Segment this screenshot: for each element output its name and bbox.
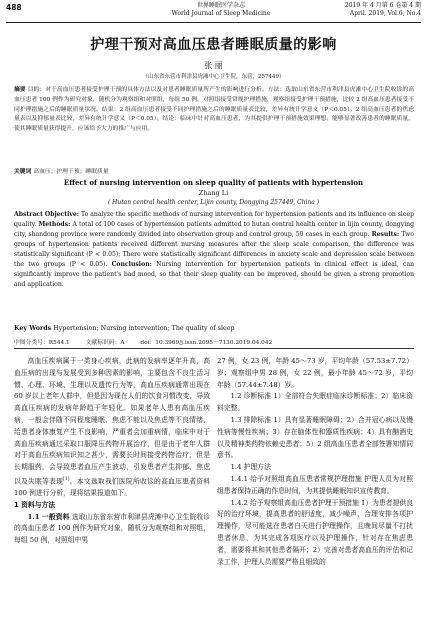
keywords-cn-text: 高血压；护理干预；睡眠质量: [33, 169, 109, 175]
citation-1: [1]: [63, 476, 70, 482]
control-care-paragraph: 1.4.1 给予对照组高血压患者常规护理措施 护理人员为对照组患者保持正确的作息时间，为其提供睡眠知识宣传教育。: [217, 474, 413, 495]
running-header: [6, 2, 421, 23]
results-label: Results:: [371, 231, 400, 238]
objective-text: To analyze the specific methods of nursing intervention for hypertension patients and its influence on sleep quality.: [14, 211, 414, 228]
clc-number: 中图分类号：R544.1: [14, 340, 70, 346]
keywords-en-text: Hypertension; Nursing intervention; The quality of sleep: [53, 325, 235, 332]
results-text: Two groups of hypertension patients received different nursing measures after the sleep scale comparison, the difference was statistically significant (P < 0.05); There were statistically significant differences in anxiety scale and depression scale between the two groups (P < 0.05).: [14, 231, 415, 268]
affiliation: （山东省东营市利津县虎滩中心卫生院，东营，257449）: [142, 74, 285, 80]
abstract-en: [14, 210, 414, 290]
journal-name: [156, 2, 286, 18]
issue-date-cn: 2019 年 4 月第 6 卷第 4 期: [344, 2, 421, 9]
keywords-en-label: Key Words: [14, 325, 52, 332]
abstract-cn-label: 摘要: [14, 87, 26, 93]
document-code: 文献标识码：A: [85, 340, 125, 346]
intro-paragraph: [14, 356, 210, 500]
author: 张 丽: [204, 61, 223, 70]
english-author: Zhang Li: [198, 189, 229, 197]
english-affiliation: ( Hutan central health center, Lijin county, Dongying 257449, China ): [107, 199, 320, 206]
section-heading-materials: 1 资料与方法: [14, 500, 56, 509]
keywords-cn-label: 关键词: [14, 169, 32, 175]
general-data-label: 1.1 一般资料: [27, 512, 70, 521]
diagnostic-criteria-paragraph: 1.2 诊断标准 1）全部符合失眠症临床诊断标准；2）临床资料完整。: [217, 392, 413, 413]
doi: doi：10.3969/j.issn.2095－7130.2019.04.042: [140, 340, 273, 346]
journal-name-cn: 世界睡眠医学杂志: [196, 2, 245, 9]
abstract-en-label: Abstract: [14, 211, 43, 218]
body-column-right: [217, 356, 413, 568]
general-data-text: 选取山东省东营市利津县虎滩中心卫生院收诊的高血压患者 100 例作为研究对象，随机分为观察组和对照组，每组 50 例，对照组中男: [14, 512, 210, 545]
abstract-cn-text: 目的：对于高血压患者接受护理干预的具体方法以及对患者睡眠质量所产生的影响进行分析。方法：选取山东省东营市利津县虎滩中心卫生院收诊的高血压患者 100 例作为研究对象，随机分为观察组和对照组，每组 50 例，对照组接受常规护理措施，观察组接受护理干预措施，比较 2 组高血压患者接受不同护理措施之后的睡眠质量状况。结果：2 组高血压患者接受不同护理措施之后的睡眠质量表比较，差异有统计学意义（P＜0.05）；2 组高血压患者的焦虑量表以及抑郁量表比较，差异有统计学意义（P＜0.05）。结论：临床中针对高血压患者，为其提供护理干预措施效果理想，能够显著改善患者的睡眠质量，使其睡眠质量获得提升，应该给予大力的推广与应用。: [14, 87, 414, 133]
english-title: Effect of nursing intervention on sleep quality of patients with hypertension: [63, 178, 364, 187]
objective-label: Objective:: [44, 211, 80, 218]
conclusion-label: Conclusion:: [111, 261, 152, 268]
nursing-methods-heading: 1.4 护理方法: [230, 463, 271, 472]
intro-text-tail: 。本文选取我们医院所收诊的高血压患者资料 100 例进行分析，现将结果报道如下。: [14, 477, 211, 498]
keywords-en: [14, 325, 414, 332]
issue-date-en: April. 2019, Vol.6, No.4: [349, 10, 421, 17]
intro-text: 高血压疾病属于一类身心疾病，此病的发病率逐年升高，高血压病的出现与发展受到多种因素的影响，主要包含不良生活习惯、心理、环境、生理以及遗传行为等，高血压疾病通常出现在 60 岁以上老年人群中，但是因为现在人们的饮食习惯改变，导致高血压疾病的发病年龄趋于年轻化。如果老年人患有高血压疾病，一般会伴随不同程度睡眠、焦虑不能以及焦虑等不良情绪，给患者身体康复产生不良影响，严重者会加重病情，临床中对于高血压疾病通过采取口服降压药物开展治疗，但是由于老年人群对于高血压疾病知识知之甚少，需要长时间接受药物治疗，但是长期服药，会导致患者血压产生波动，引发患者产生抑郁、焦虑以及失眠等表现: [14, 357, 210, 486]
body-column-left: [14, 356, 210, 547]
page-number: 488: [6, 3, 22, 12]
general-data-paragraph: [14, 512, 210, 547]
abstract-cn: [14, 86, 414, 135]
conclusion-text: Nursing intervention for hypertension patients in clinical effect is ideal, can significantly improve the patient's bad mood, so that their sleep quality can be improved, should be given a strong promotion and application.: [14, 261, 415, 288]
keywords-cn: [14, 166, 414, 175]
journal-name-en: World Journal of Sleep Medicine: [171, 10, 271, 17]
demographics-paragraph: 27 例，女 23 例，年龄 45～73 岁，平均年龄（57.53±7.72）岁；观察组中男 28 例，女 22 例，最小年龄 45～72 岁，平均年龄（57.44±7.48）岁。: [217, 357, 413, 389]
exclusion-criteria-paragraph: 1.3 排除标准 1）具有显著睡眠障碍；2）合并冠心病以及慢性病等慢性疾病；3）存在脑体性和器质性疾病；4）具有酗酒史以及精神类药物依赖史患者；5）2 组高血压患者全部签署知情同意书。: [217, 415, 413, 460]
methods-text: A total of 100 cases of hypertension patients admitted to hutan central health center in lijin county, dongying city, shandong province were randomly divided into observation group and control group, 50 cases in each group.: [14, 221, 414, 238]
paper-title: 护理干预对高血压患者睡眠质量的影响: [90, 37, 337, 53]
observation-care-paragraph: 1.4.2 给予观察组高血压患者护理干预措施 1）为患者提供良好的治疗环境，提高患者的舒适度，减少噪声，合理安排各项护理操作，尽可能选在患者白天进行护理操作，且晚间尽量不打扰患者休息，为其完成各项医疗以及护理操作，针对存在焦虑患者，需要将其和其他患者隔开；2）完善对患者高血压的评估和记录工作，护理人员需要严格且细致的: [217, 498, 413, 566]
article-meta: [14, 337, 414, 349]
methods-label: Methods:: [38, 221, 71, 228]
issue-info: [345, 2, 421, 18]
